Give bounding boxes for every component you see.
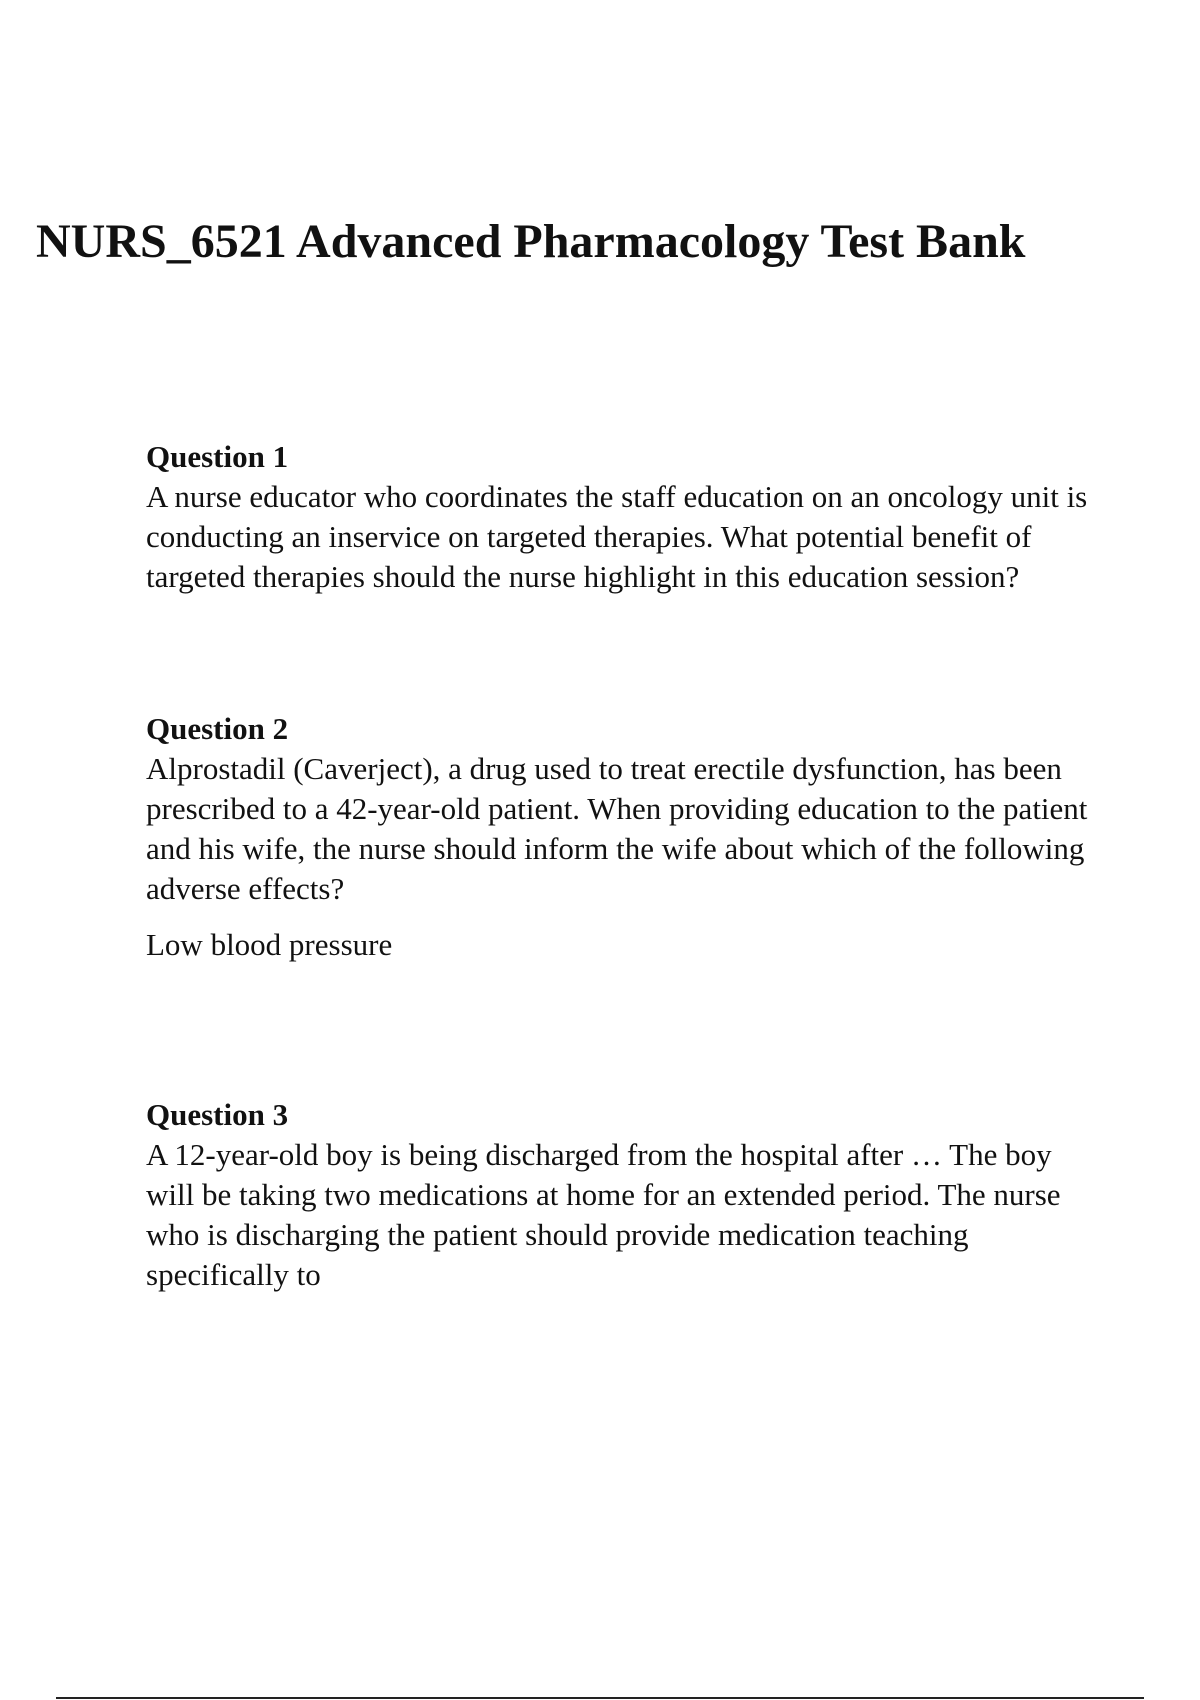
question-text: A 12-year-old boy is being discharged from the hospital after … The boy will be taking two medications at home for an extended period. The nurse who is discharging the patient should provide medication teaching specifically to <box>146 1137 1061 1292</box>
question-block <box>146 1095 1106 1295</box>
question-text: A nurse educator who coordinates the staff education on an oncology unit is conducting an inservice on targeted therapies. What potential benefit of targeted therapies should the nurse highlight in this education session? <box>146 479 1088 594</box>
question-answer: Low blood pressure <box>146 927 393 962</box>
question-block <box>146 709 1106 965</box>
question-block <box>146 437 1106 597</box>
question-heading: Question 3 <box>146 1097 289 1132</box>
page-title: NURS_6521 Advanced Pharmacology Test Bank <box>36 215 1026 268</box>
question-heading: Question 2 <box>146 711 289 746</box>
question-heading: Question 1 <box>146 439 289 474</box>
question-text: Alprostadil (Caverject), a drug used to treat erectile dysfunction, has been prescribed to a 42-year-old patient. When providing education to the patient and his wife, the nurse should inform the wife about which of the following adverse effects? <box>146 751 1088 906</box>
footer-divider <box>56 1697 1144 1699</box>
